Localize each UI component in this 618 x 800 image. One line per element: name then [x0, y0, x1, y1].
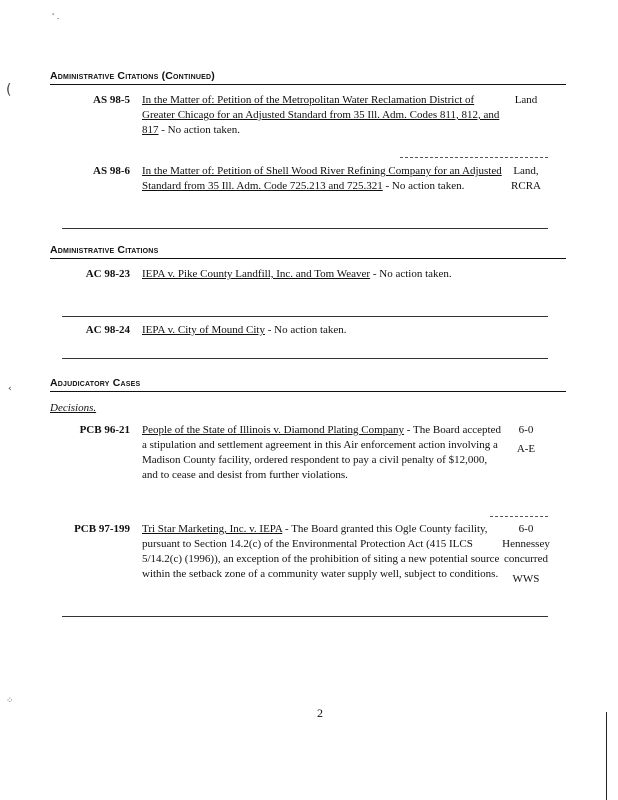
case-category	[486, 164, 566, 194]
case-code: PCB 96-21	[79, 424, 130, 436]
case-code: AC 98-23	[85, 268, 130, 280]
case-title: In the Matter of: Petition of Shell Wood River Refining Company for an Adjusted Standard from 35 Ill. Adm. Code 725.213 and 725.321	[142, 165, 502, 192]
case-description	[142, 93, 502, 138]
case-entry-pcb-97-199	[50, 522, 566, 602]
scan-mark-top: ' .	[52, 12, 60, 21]
case-code: AC 98-24	[85, 324, 130, 336]
case-action: - No action taken.	[370, 268, 452, 280]
case-description	[142, 522, 502, 582]
section-heading-admin-continued	[50, 70, 566, 85]
page-number: 2	[317, 706, 323, 720]
decisions-subheading: Decisions.	[50, 402, 97, 414]
scan-mark-left-mid: ‹	[8, 384, 12, 394]
case-entry-as-98-5	[50, 93, 566, 141]
case-action: - No action taken.	[264, 324, 347, 336]
case-description	[142, 323, 502, 338]
case-title: In the Matter of: Petition of the Metropolitan Water Reclamation District of Greater Chicago for an Adjusted Standard from 35 Ill. Adm. Codes 811, 812, and 817	[142, 94, 500, 136]
scan-mark-left: (	[6, 82, 12, 98]
case-category	[486, 93, 566, 108]
case-code: AS 98-6	[93, 165, 130, 177]
entry-divider	[62, 616, 548, 617]
entry-divider	[62, 316, 548, 317]
case-description	[142, 164, 502, 194]
case-code: PCB 97-199	[74, 523, 130, 535]
case-action: - The Board accepted a stipulation and settlement agreement in this Air enforcement action involving a Madison County facility, ordered respondent to pay a civil penalty of $12,000, and to cease and desist from further violations.	[142, 424, 501, 481]
case-action: - No action taken.	[158, 124, 241, 136]
case-code: AS 98-5	[93, 94, 130, 106]
case-action: - The Board granted this Ogle County facility, pursuant to Section 14.2(c) of the Environmental Protection Act (415 ILCS 5/14.2(c) (1996)), an exception of the prohibition of siting a new potential source within the setback zone of a community water supply well, subject to conditions.	[142, 523, 500, 580]
section-title: Adjudicatory Cases	[50, 377, 141, 389]
category-line: Land,	[513, 165, 539, 177]
vote-initials: WWS	[512, 573, 540, 585]
case-title: IEPA v. City of Mound City	[142, 324, 265, 336]
case-title: Tri Star Marketing, Inc. v. IEPA	[142, 523, 283, 535]
case-entry-as-98-6	[50, 164, 566, 212]
case-action: - No action taken.	[382, 180, 465, 192]
case-vote	[486, 522, 566, 587]
case-entry-ac-98-24	[50, 323, 566, 341]
section-title: Administrative Citations	[50, 244, 159, 256]
vote-initials: A-E	[516, 443, 536, 455]
entry-divider	[400, 157, 548, 158]
case-title: IEPA v. Pike County Landfill, Inc. and Tom Weaver	[142, 268, 371, 280]
case-entry-ac-98-23	[50, 267, 566, 299]
section-continued-label: (Continued)	[161, 70, 215, 82]
category-line: RCRA	[511, 180, 541, 192]
scan-mark-bottom-left: ⁘	[6, 696, 15, 706]
case-title: People of the State of Illinois v. Diamond Plating Company	[142, 424, 405, 436]
section-title: Administrative Citations	[50, 70, 159, 82]
entry-divider	[490, 516, 548, 517]
section-heading-adjudicatory	[50, 377, 566, 392]
case-entry-pcb-96-21	[50, 423, 566, 503]
entry-divider	[62, 358, 548, 359]
category-line: Land	[514, 94, 538, 106]
vote-concurrence-label: concurred	[504, 553, 548, 565]
case-description	[142, 267, 502, 282]
entry-divider	[62, 228, 548, 229]
vote-count: 6-0	[518, 523, 534, 535]
vote-count: 6-0	[518, 424, 534, 436]
case-description	[142, 423, 502, 483]
section-heading-admin	[50, 244, 566, 259]
scan-edge-line	[606, 712, 607, 800]
case-vote	[486, 423, 566, 457]
vote-concurrence-name: Hennessey	[502, 538, 550, 550]
